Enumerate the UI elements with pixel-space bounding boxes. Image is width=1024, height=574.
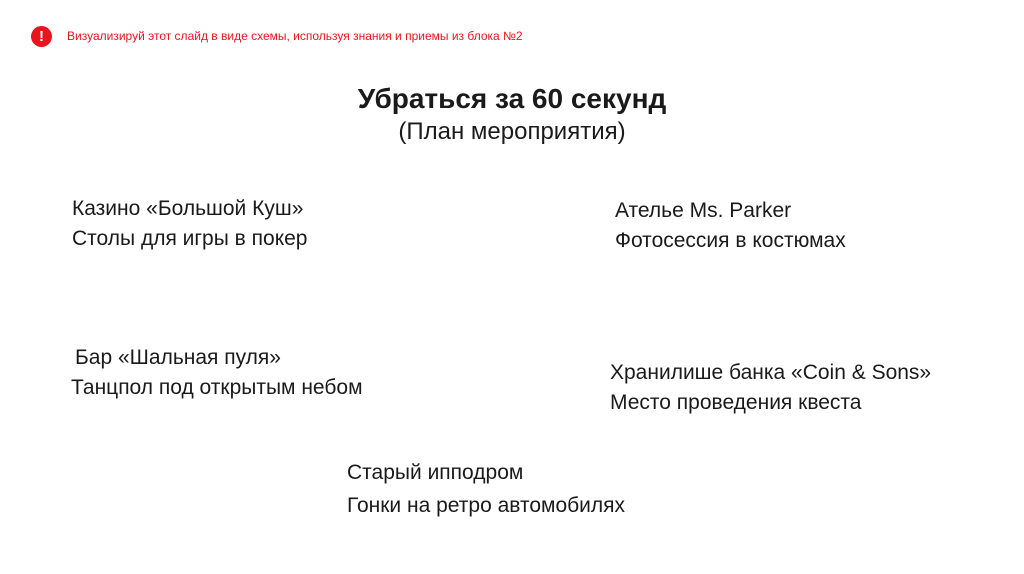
event-place: Казино «Большой Куш» <box>72 197 304 220</box>
event-place: Ателье Ms. Parker <box>615 199 792 222</box>
event-item-bank-vault <box>610 358 931 418</box>
slide-title: Убраться за 60 секунд <box>357 83 667 114</box>
event-place: Хранилише банка «Coin & Sons» <box>610 361 932 384</box>
event-activity: Столы для игры в покер <box>72 227 308 250</box>
event-item-hippodrome <box>347 456 625 522</box>
exclamation-icon: ! <box>31 26 52 47</box>
event-place: Старый ипподром <box>347 461 524 484</box>
event-activity: Гонки на ретро автомобилях <box>347 494 626 517</box>
event-activity: Фотосессия в костюмах <box>615 229 846 252</box>
event-activity: Танцпол под открытым небом <box>71 376 363 399</box>
event-item-casino <box>72 194 307 254</box>
notice-banner <box>31 25 523 47</box>
notice-text: Визуализируй этот слайд в виде схемы, используя знания и приемы из блока №2 <box>67 29 523 43</box>
event-item-atelier <box>615 196 846 256</box>
event-item-bar <box>71 343 363 403</box>
event-place: Бар «Шальная пуля» <box>75 346 281 369</box>
event-activity: Место проведения квеста <box>610 391 862 414</box>
slide-subtitle: (План мероприятия) <box>398 118 626 145</box>
